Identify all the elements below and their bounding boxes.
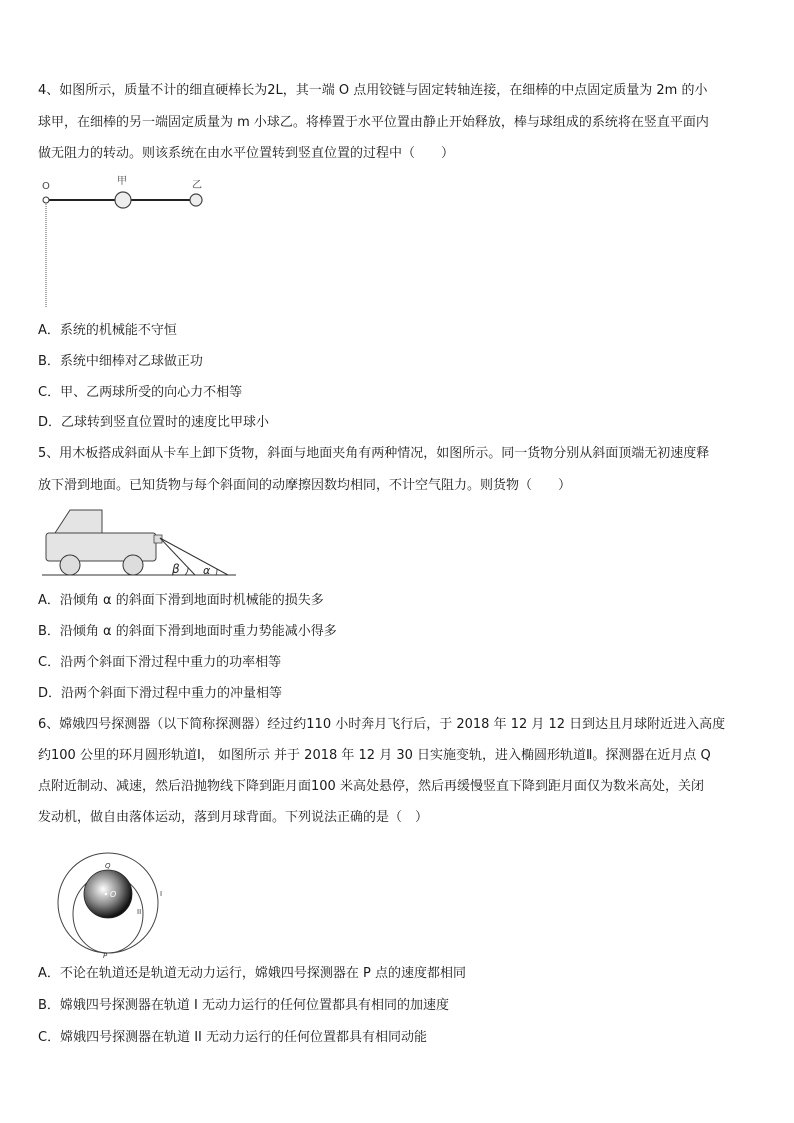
q6-line-3: 点附近制动、减速，然后沿抛物线下降到距月面100 米高处悬停，然后再缓慢竖直下降到距月面仅为数米高处，关闭 [38,779,704,794]
q6-label-i: I [160,890,163,898]
q5-truck-figure [40,505,240,580]
q4-option-d: D．乙球转到竖直位置时的速度比甲球小 [38,415,270,430]
q4-line-2: 球甲，在细棒的另一端固定质量为 m 小球乙。将棒置于水平位置由静止开始释放，棒与球组成的系统将在竖直平面内 [38,115,709,130]
q6-line-2: 约100 公里的环月圆形轨道Ⅰ， 如图所示 并于 2018 年 12 月 30 日实施变轨，进入椭圆形轨道Ⅱ。探测器在近月点 Q [38,748,711,763]
q5-angle-arc-beta [185,567,188,575]
q6-option-b: B．嫦娥四号探测器在轨道 I 无动力运行的任何位置都具有相同的加速度 [38,998,450,1013]
q6-center-dot [105,893,108,896]
q5-line-2: 放下滑到地面。已知货物与每个斜面间的动摩擦因数均相同，不计空气阻力。则货物（ ） [38,478,572,493]
q4-rod-figure [36,172,216,312]
q5-option-c: C．沿两个斜面下滑过程中重力的功率相等 [38,655,282,670]
q4-line-3: 做无阻力的转动。则该系统在由水平位置转到竖直位置的过程中（ ） [38,146,455,161]
q4-label-o: O [42,181,50,192]
q4-option-b: B．系统中细棒对乙球做正功 [38,354,203,369]
q5-line-1: 5、用木板搭成斜面从卡车上卸下货物，斜面与地面夹角有两种情况，如图所示。同一货物分别从斜面顶端无初速度释 [38,446,710,461]
q6-label-ii: II [137,908,142,916]
q5-option-d: D．沿两个斜面下滑过程中重力的冲量相等 [38,686,283,701]
q6-option-a: A．不论在轨道还是轨道无动力运行，嫦娥四号探测器在 P 点的速度都相同 [38,966,466,981]
q5-front-wheel [60,555,80,575]
q5-incline-alpha [160,538,228,575]
q4-line-1: 4、如图所示，质量不计的细直硬棒长为2L，其一端 O 点用铰链与固定转轴连接，在细棒的中点固定质量为 2m 的小 [38,83,708,98]
q5-angle-arc-alpha [216,569,217,575]
q5-label-beta: β [172,562,180,576]
q5-truck-cab [55,510,102,533]
q4-option-a: A．系统的机械能不守恒 [38,323,177,338]
q4-pivot-o [43,197,49,203]
q5-option-b: B．沿倾角 α 的斜面下滑到地面时重力势能减小得多 [38,624,337,639]
q6-label-o: O [110,890,117,899]
q4-label-yi: 乙 [192,180,202,191]
q6-label-q: Q [105,862,111,870]
q5-option-a: A．沿倾角 α 的斜面下滑到地面时机械能的损失多 [38,593,324,608]
q4-label-jia: 甲 [117,176,127,187]
q4-option-c: C．甲、乙两球所受的向心力不相等 [38,385,243,400]
q5-rear-wheel [123,555,143,575]
q4-ball-jia [115,192,131,208]
q5-label-alpha: α [203,564,211,577]
q4-ball-yi [190,194,202,206]
q6-line-4: 发动机，做自由落体运动，落到月球背面。下列说法正确的是（ ） [38,810,429,825]
q6-option-c: C．嫦娥四号探测器在轨道 II 无动力运行的任何位置都具有相同动能 [38,1030,428,1045]
q6-orbit-figure [55,848,170,958]
q6-label-p: P [103,952,108,958]
q6-line-1: 6、嫦娥四号探测器（以下简称探测器）经过约110 小时奔月飞行后，于 2018 年 12 月 12 日到达且月球附近进入高度 [38,717,726,732]
q6-moon [84,870,132,918]
